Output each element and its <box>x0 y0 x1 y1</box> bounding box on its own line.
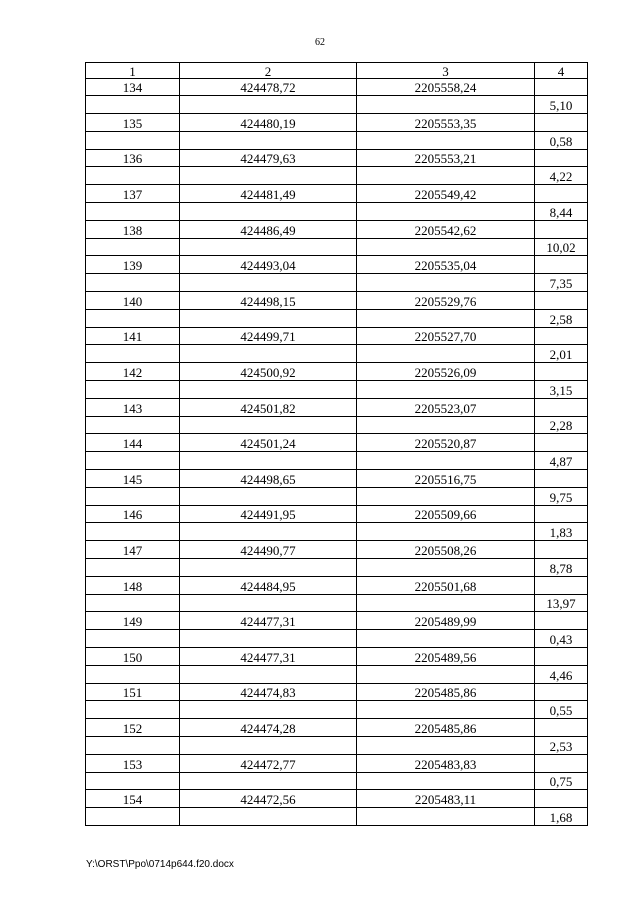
point-number-cell: 153 <box>86 754 180 772</box>
empty-cell <box>535 114 588 132</box>
distance-cell: 3,15 <box>535 381 588 399</box>
table-row <box>86 576 588 594</box>
x-coordinate-cell: 424501,24 <box>180 434 357 452</box>
file-path-footer: Y:\ORST\Ppo\0714p644.f20.docx <box>86 859 234 870</box>
empty-cell <box>180 345 357 363</box>
empty-cell <box>535 470 588 488</box>
empty-cell <box>180 523 357 541</box>
y-coordinate-cell: 2205516,75 <box>357 470 535 488</box>
point-number-cell: 150 <box>86 648 180 666</box>
y-coordinate-cell: 2205489,99 <box>357 612 535 630</box>
empty-cell <box>535 790 588 808</box>
empty-cell <box>357 630 535 648</box>
y-coordinate-cell: 2205523,07 <box>357 398 535 416</box>
table-row <box>86 648 588 666</box>
empty-cell <box>357 203 535 221</box>
empty-cell <box>86 772 180 790</box>
table-row <box>86 416 588 434</box>
distance-cell: 13,97 <box>535 594 588 612</box>
empty-cell <box>357 345 535 363</box>
table-row <box>86 594 588 612</box>
table-row <box>86 96 588 114</box>
empty-cell <box>86 665 180 683</box>
distance-cell: 4,22 <box>535 167 588 185</box>
point-number-cell: 139 <box>86 256 180 274</box>
point-number-cell: 145 <box>86 470 180 488</box>
point-number-cell: 143 <box>86 398 180 416</box>
empty-cell <box>535 719 588 737</box>
column-header-2: 2 <box>180 63 357 79</box>
empty-cell <box>86 203 180 221</box>
table-row <box>86 238 588 256</box>
empty-cell <box>535 434 588 452</box>
x-coordinate-cell: 424480,19 <box>180 114 357 132</box>
table-row <box>86 772 588 790</box>
point-number-cell: 134 <box>86 78 180 96</box>
empty-cell <box>535 576 588 594</box>
empty-cell <box>180 131 357 149</box>
distance-cell: 10,02 <box>535 238 588 256</box>
table-row <box>86 790 588 808</box>
empty-cell <box>535 505 588 523</box>
y-coordinate-cell: 2205483,11 <box>357 790 535 808</box>
distance-cell: 2,01 <box>535 345 588 363</box>
y-coordinate-cell: 2205483,83 <box>357 754 535 772</box>
x-coordinate-cell: 424501,82 <box>180 398 357 416</box>
empty-cell <box>357 452 535 470</box>
coordinates-table <box>85 62 588 826</box>
table-row <box>86 630 588 648</box>
column-header-3: 3 <box>357 63 535 79</box>
table-row <box>86 541 588 559</box>
table-row <box>86 220 588 238</box>
x-coordinate-cell: 424498,65 <box>180 470 357 488</box>
empty-cell <box>357 594 535 612</box>
x-coordinate-cell: 424491,95 <box>180 505 357 523</box>
table-header-row <box>86 63 588 79</box>
distance-cell: 7,35 <box>535 274 588 292</box>
table-row <box>86 327 588 345</box>
empty-cell <box>535 327 588 345</box>
empty-cell <box>180 381 357 399</box>
y-coordinate-cell: 2205509,66 <box>357 505 535 523</box>
empty-cell <box>86 274 180 292</box>
x-coordinate-cell: 424490,77 <box>180 541 357 559</box>
table-row <box>86 612 588 630</box>
empty-cell <box>86 452 180 470</box>
x-coordinate-cell: 424477,31 <box>180 612 357 630</box>
empty-cell <box>357 238 535 256</box>
empty-cell <box>357 701 535 719</box>
empty-cell <box>180 487 357 505</box>
empty-cell <box>86 630 180 648</box>
x-coordinate-cell: 424493,04 <box>180 256 357 274</box>
point-number-cell: 146 <box>86 505 180 523</box>
empty-cell <box>180 96 357 114</box>
x-coordinate-cell: 424477,31 <box>180 648 357 666</box>
table-row <box>86 363 588 381</box>
x-coordinate-cell: 424474,28 <box>180 719 357 737</box>
empty-cell <box>357 736 535 754</box>
table-row <box>86 736 588 754</box>
y-coordinate-cell: 2205526,09 <box>357 363 535 381</box>
distance-cell: 1,83 <box>535 523 588 541</box>
empty-cell <box>86 167 180 185</box>
empty-cell <box>86 736 180 754</box>
point-number-cell: 141 <box>86 327 180 345</box>
empty-cell <box>180 630 357 648</box>
x-coordinate-cell: 424498,15 <box>180 292 357 310</box>
point-number-cell: 137 <box>86 185 180 203</box>
y-coordinate-cell: 2205489,56 <box>357 648 535 666</box>
empty-cell <box>535 648 588 666</box>
y-coordinate-cell: 2205485,86 <box>357 683 535 701</box>
empty-cell <box>180 665 357 683</box>
table-row <box>86 434 588 452</box>
empty-cell <box>180 594 357 612</box>
empty-cell <box>86 523 180 541</box>
x-coordinate-cell: 424474,83 <box>180 683 357 701</box>
table-row <box>86 345 588 363</box>
y-coordinate-cell: 2205501,68 <box>357 576 535 594</box>
x-coordinate-cell: 424499,71 <box>180 327 357 345</box>
point-number-cell: 154 <box>86 790 180 808</box>
empty-cell <box>357 274 535 292</box>
table-row <box>86 719 588 737</box>
empty-cell <box>357 131 535 149</box>
y-coordinate-cell: 2205508,26 <box>357 541 535 559</box>
table-row <box>86 523 588 541</box>
empty-cell <box>535 754 588 772</box>
empty-cell <box>357 808 535 826</box>
empty-cell <box>357 559 535 577</box>
table-row <box>86 203 588 221</box>
point-number-cell: 148 <box>86 576 180 594</box>
empty-cell <box>86 309 180 327</box>
point-number-cell: 152 <box>86 719 180 737</box>
empty-cell <box>535 612 588 630</box>
empty-cell <box>86 96 180 114</box>
empty-cell <box>180 452 357 470</box>
empty-cell <box>180 736 357 754</box>
distance-cell: 0,55 <box>535 701 588 719</box>
table-row <box>86 452 588 470</box>
table-row <box>86 131 588 149</box>
y-coordinate-cell: 2205549,42 <box>357 185 535 203</box>
empty-cell <box>180 167 357 185</box>
empty-cell <box>86 594 180 612</box>
empty-cell <box>86 487 180 505</box>
y-coordinate-cell: 2205527,70 <box>357 327 535 345</box>
distance-cell: 2,53 <box>535 736 588 754</box>
y-coordinate-cell: 2205520,87 <box>357 434 535 452</box>
table-row <box>86 381 588 399</box>
x-coordinate-cell: 424479,63 <box>180 149 357 167</box>
table-row <box>86 683 588 701</box>
empty-cell <box>357 416 535 434</box>
empty-cell <box>180 701 357 719</box>
point-number-cell: 147 <box>86 541 180 559</box>
table-row <box>86 114 588 132</box>
table-row <box>86 505 588 523</box>
table-row <box>86 185 588 203</box>
empty-cell <box>535 256 588 274</box>
table-row <box>86 487 588 505</box>
distance-cell: 8,78 <box>535 559 588 577</box>
empty-cell <box>357 309 535 327</box>
empty-cell <box>357 772 535 790</box>
empty-cell <box>180 808 357 826</box>
table-row <box>86 149 588 167</box>
table-row <box>86 559 588 577</box>
empty-cell <box>357 487 535 505</box>
table-row <box>86 256 588 274</box>
x-coordinate-cell: 424478,72 <box>180 78 357 96</box>
x-coordinate-cell: 424486,49 <box>180 220 357 238</box>
empty-cell <box>357 665 535 683</box>
empty-cell <box>180 772 357 790</box>
distance-cell: 2,58 <box>535 309 588 327</box>
point-number-cell: 135 <box>86 114 180 132</box>
table-row <box>86 665 588 683</box>
empty-cell <box>535 78 588 96</box>
distance-cell: 0,58 <box>535 131 588 149</box>
table-row <box>86 808 588 826</box>
table-row <box>86 398 588 416</box>
y-coordinate-cell: 2205485,86 <box>357 719 535 737</box>
x-coordinate-cell: 424484,95 <box>180 576 357 594</box>
x-coordinate-cell: 424472,77 <box>180 754 357 772</box>
empty-cell <box>357 381 535 399</box>
empty-cell <box>86 345 180 363</box>
empty-cell <box>180 203 357 221</box>
empty-cell <box>180 309 357 327</box>
table-body <box>86 78 588 825</box>
table-row <box>86 167 588 185</box>
distance-cell: 0,75 <box>535 772 588 790</box>
table-row <box>86 754 588 772</box>
empty-cell <box>535 292 588 310</box>
table-row <box>86 309 588 327</box>
empty-cell <box>535 398 588 416</box>
empty-cell <box>535 683 588 701</box>
distance-cell: 5,10 <box>535 96 588 114</box>
point-number-cell: 144 <box>86 434 180 452</box>
distance-cell: 0,43 <box>535 630 588 648</box>
empty-cell <box>180 559 357 577</box>
point-number-cell: 140 <box>86 292 180 310</box>
table-row <box>86 78 588 96</box>
column-header-4: 4 <box>535 63 588 79</box>
empty-cell <box>535 220 588 238</box>
distance-cell: 1,68 <box>535 808 588 826</box>
page-number: 62 <box>315 37 325 48</box>
empty-cell <box>357 96 535 114</box>
distance-cell: 4,46 <box>535 665 588 683</box>
empty-cell <box>86 808 180 826</box>
empty-cell <box>86 701 180 719</box>
point-number-cell: 138 <box>86 220 180 238</box>
distance-cell: 2,28 <box>535 416 588 434</box>
empty-cell <box>180 238 357 256</box>
x-coordinate-cell: 424472,56 <box>180 790 357 808</box>
empty-cell <box>535 363 588 381</box>
empty-cell <box>86 559 180 577</box>
y-coordinate-cell: 2205542,62 <box>357 220 535 238</box>
table-row <box>86 274 588 292</box>
empty-cell <box>180 416 357 434</box>
point-number-cell: 151 <box>86 683 180 701</box>
y-coordinate-cell: 2205535,04 <box>357 256 535 274</box>
table-row <box>86 292 588 310</box>
empty-cell <box>86 238 180 256</box>
x-coordinate-cell: 424481,49 <box>180 185 357 203</box>
empty-cell <box>535 185 588 203</box>
y-coordinate-cell: 2205553,21 <box>357 149 535 167</box>
empty-cell <box>180 274 357 292</box>
table-row <box>86 701 588 719</box>
empty-cell <box>86 131 180 149</box>
point-number-cell: 142 <box>86 363 180 381</box>
empty-cell <box>86 416 180 434</box>
empty-cell <box>535 149 588 167</box>
x-coordinate-cell: 424500,92 <box>180 363 357 381</box>
distance-cell: 4,87 <box>535 452 588 470</box>
empty-cell <box>535 541 588 559</box>
point-number-cell: 136 <box>86 149 180 167</box>
column-header-1: 1 <box>86 63 180 79</box>
table-row <box>86 470 588 488</box>
empty-cell <box>357 167 535 185</box>
y-coordinate-cell: 2205553,35 <box>357 114 535 132</box>
distance-cell: 9,75 <box>535 487 588 505</box>
empty-cell <box>86 381 180 399</box>
empty-cell <box>357 523 535 541</box>
distance-cell: 8,44 <box>535 203 588 221</box>
point-number-cell: 149 <box>86 612 180 630</box>
y-coordinate-cell: 2205529,76 <box>357 292 535 310</box>
y-coordinate-cell: 2205558,24 <box>357 78 535 96</box>
